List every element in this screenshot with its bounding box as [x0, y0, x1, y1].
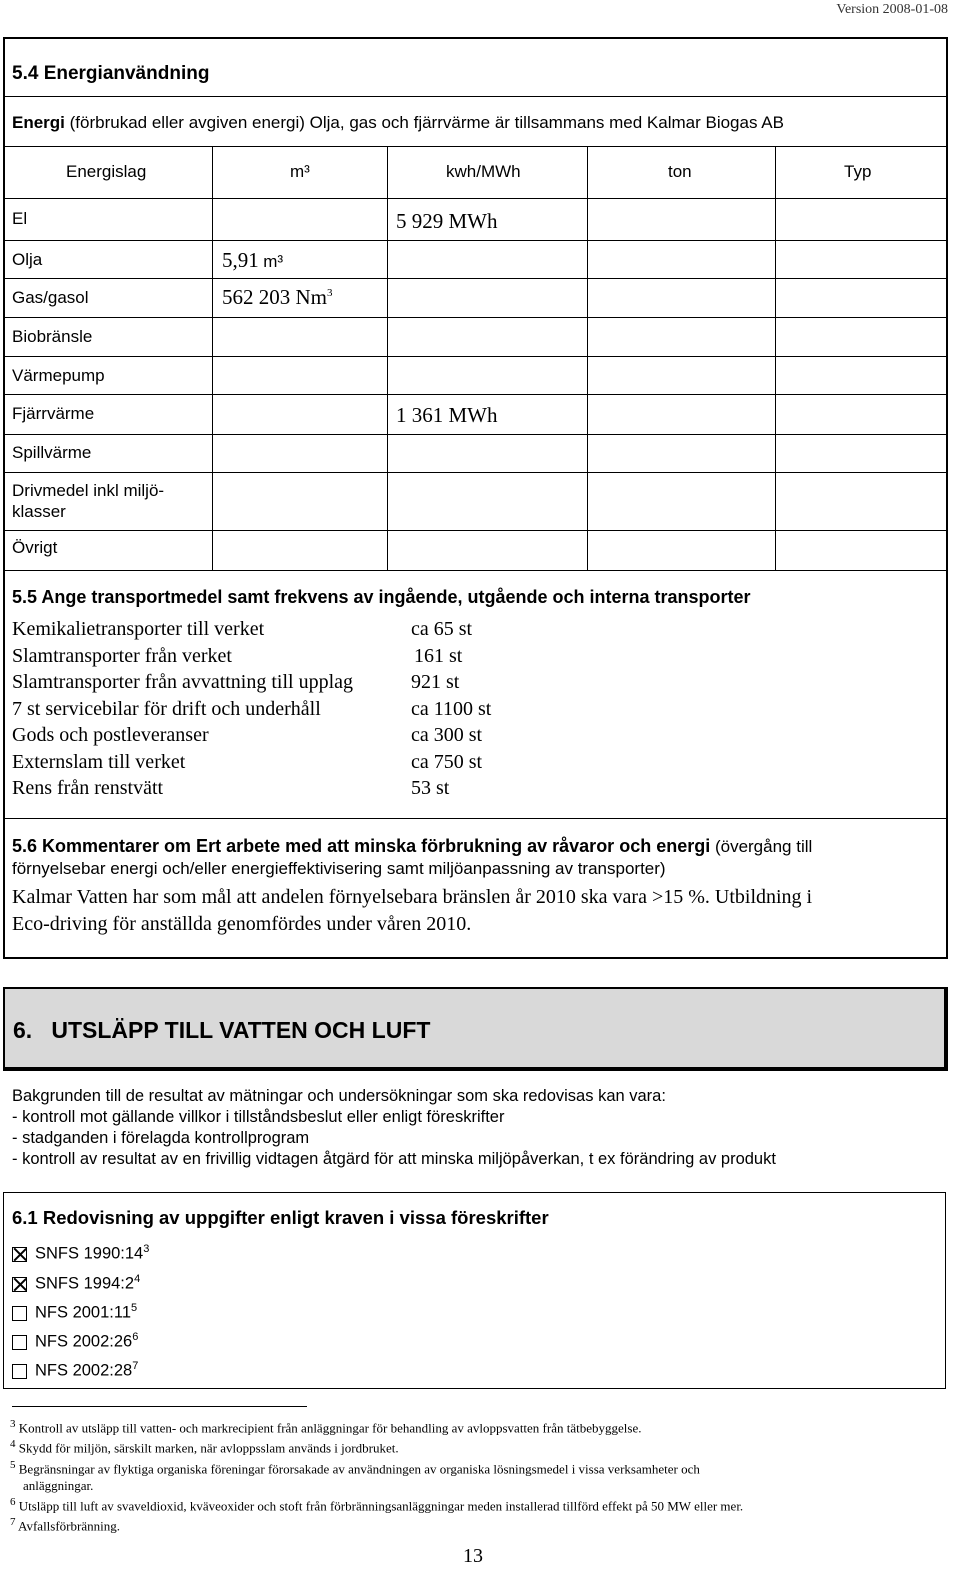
row-label: Värmepump [12, 366, 105, 385]
unchecked-checkbox[interactable] [12, 1335, 27, 1350]
page-number: 13 [463, 1545, 483, 1567]
energy-intro-bold: Energi [12, 113, 65, 132]
footnote: $^6$ Utsläpp till luft av svaveldioxid, kväveoxider och stoft från förbränningsanläggningar meden installerad tillförd effekt på 50 MW eller mer. [10, 1495, 744, 1514]
row-label-cont: klasser [12, 502, 66, 521]
checked-checkbox[interactable] [12, 1247, 27, 1262]
intro-line: Bakgrunden till de resultat av mätningar och undersökningar som ska redovisas kan vara: [12, 1087, 666, 1105]
row-label: El [12, 209, 28, 228]
transport-value: ca 750 st [411, 751, 483, 773]
header-typ: Typ [844, 162, 872, 181]
version-label: Version 2008-01-08 [836, 2, 948, 17]
footnote-separator [12, 1406, 307, 1407]
section-5-5-title: 5.5 Ange transportmedel samt frekvens av ingående, utgående och interna transporter [12, 587, 751, 607]
transport-label: Externslam till verket [12, 751, 186, 773]
footnote-cont: anläggningar. [23, 1477, 94, 1493]
section-6-header [3, 987, 948, 1071]
row-label: Gas/gasol [12, 288, 89, 307]
section-6-intro [12, 1086, 776, 1170]
transport-value: 161 st [414, 645, 463, 667]
header-ton: ton [668, 162, 692, 181]
regulation-check-item: SNFS $1994:2^4$ [12, 1273, 140, 1294]
gas-m3-value: 562 203 Nm$^3$ [222, 285, 333, 309]
footnote: $^7$ Avfallsförbränning. [10, 1516, 120, 1534]
footnotes [10, 1416, 945, 1535]
footnote: $^3$ Kontroll av utsläpp till vatten- och markrecipient från anläggningar för behandling av avloppsvatten från tätbebyggelse. [10, 1418, 642, 1436]
regulation-check-item: NFS $2002:28^7$ [12, 1360, 138, 1381]
section-6-title: 6. UTSLÄPP TILL VATTEN OCH LUFT [13, 1017, 431, 1043]
row-label: Olja [12, 250, 43, 269]
olja-m3-value: 5,91 m³ [222, 248, 284, 272]
transport-label: Kemikalietransporter till verket [12, 618, 265, 640]
regulation-check-item: SNFS $1990:14^3$ [12, 1243, 149, 1264]
unchecked-checkbox[interactable] [12, 1364, 27, 1379]
transport-label: Slamtransporter från avvattning till upplag [12, 671, 354, 693]
footnote: $^4$ Skydd för miljön, särskilt marken, när avloppsslam används i jordbruket. [10, 1438, 399, 1456]
el-kwh-value: 5 929 MWh [396, 209, 498, 233]
transport-value: ca 1100 st [411, 698, 492, 720]
transport-label: Gods och postleveranser [12, 724, 209, 746]
intro-line: - kontroll av resultat av en frivillig vidtagen åtgärd för att minska miljöpåverkan, t ex förändring av produkt [12, 1150, 776, 1168]
transport-value: ca 300 st [411, 724, 483, 746]
energy-intro-text: (förbrukad eller avgiven energi) Olja, gas och fjärrvärme är tillsammans med Kalmar Biogas AB [69, 113, 784, 132]
row-label: Övrigt [12, 538, 58, 557]
transport-value: 921 st [411, 671, 460, 693]
header-m3: m³ [290, 162, 310, 181]
footnote: $^5$ Begränsningar av flyktiga organiska föreningar förorsakade av användningen av organiska lösningsmedel i vissa verksamheter och [10, 1458, 700, 1476]
transport-label: 7 st servicebilar för drift och underhåll [12, 698, 321, 720]
section-5-6-title: 5.6 Kommentarer om Ert arbete med att minska förbrukning av råvaror och energi (övergång till [12, 836, 813, 856]
section-6-1-title: 6.1 Redovisning av uppgifter enligt kraven i vissa föreskrifter [12, 1207, 549, 1228]
header-energislag: Energislag [66, 162, 147, 181]
intro-line: - kontroll mot gällande villkor i tillståndsbeslut eller enligt föreskrifter [12, 1108, 505, 1126]
checked-checkbox[interactable] [12, 1277, 27, 1292]
row-label: Biobränsle [12, 327, 93, 346]
fjarrvarme-kwh-value: 1 361 MWh [396, 403, 498, 427]
transport-value: 53 st [411, 777, 450, 799]
regulation-check-item: NFS $2001:11^5$ [12, 1302, 137, 1323]
row-label: Spillvärme [12, 443, 92, 462]
section-5-6-subtitle: förnyelsebar energi och/eller energieffektivisering samt miljöanpassning av transporter) [12, 859, 666, 878]
section-5-4-title: 5.4 Energianvändning [12, 63, 210, 84]
header-kwh: kwh/MWh [446, 162, 521, 181]
comment-line-1: Kalmar Vatten har som mål att andelen förnyelsebara bränslen år 2010 ska vara >15 %. Utbildning i [12, 886, 813, 908]
transport-label: Rens från renstvätt [12, 777, 164, 799]
regulation-check-item: NFS $2002:26^6$ [12, 1331, 138, 1352]
energy-intro [12, 113, 784, 133]
transport-label: Slamtransporter från verket [12, 645, 232, 667]
row-label: Fjärrvärme [12, 404, 95, 423]
row-label: Drivmedel inkl miljö- [12, 481, 165, 500]
comment-line-2: Eco-driving för anställda genomfördes under våren 2010. [12, 913, 472, 935]
intro-line: - stadganden i förelagda kontrollprogram [12, 1129, 310, 1147]
transport-value: ca 65 st [411, 618, 473, 640]
unchecked-checkbox[interactable] [12, 1306, 27, 1321]
